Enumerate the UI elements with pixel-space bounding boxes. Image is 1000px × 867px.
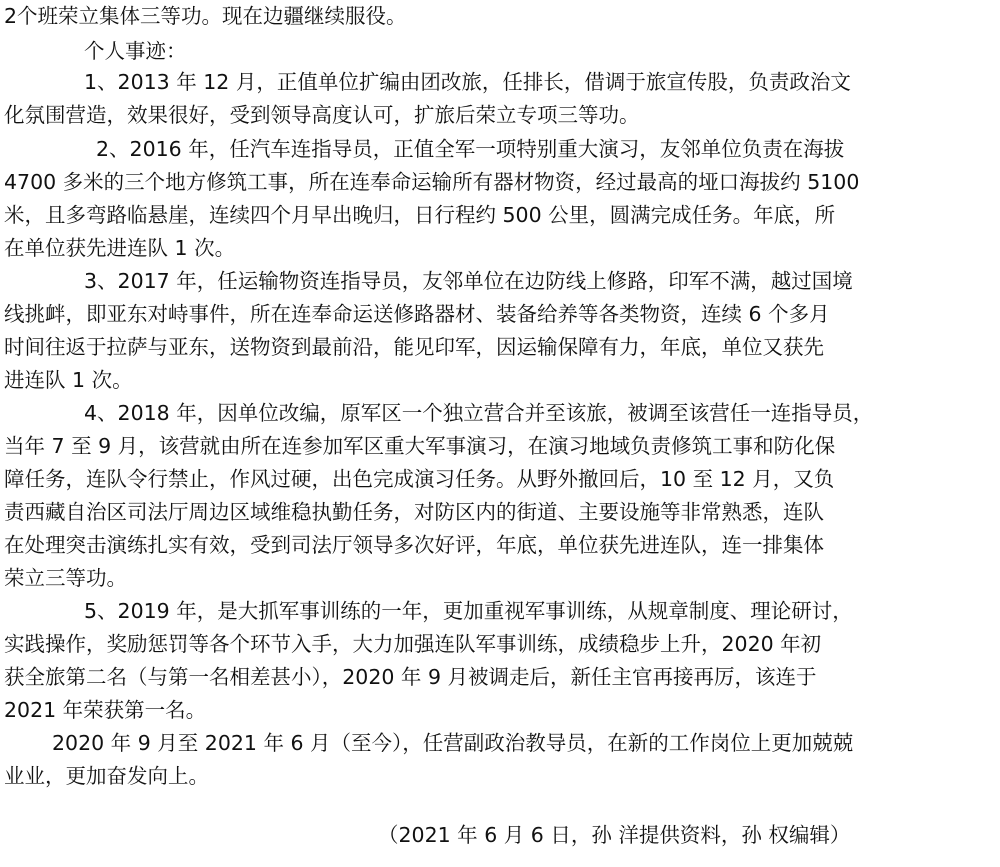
text-line-7: 米，且多弯路临悬崖，连续四个月早出晚归，日行程约 500 公里，圆满完成任务。年底，所 [4,203,836,227]
text-line-4: 化氛围营造，效果很好，受到领导高度认可，扩旅后荣立专项三等功。 [4,103,640,127]
text-line-19: 5、2019 年，是大抓军事训练的一年，更加重视军事训练，从规章制度、理论研讨， [84,599,853,623]
text-line-8: 在单位获先进连队 1 次。 [4,236,236,260]
text-line-3: 1、2013 年 12 月，正值单位扩编由团改旅，任排长，借调于旅宣传股，负责政治文 [84,70,851,94]
text-line-16: 责西藏自治区司法厅周边区域维稳执勤任务，对防区内的街道、主要设施等非常熟悉，连队 [4,500,824,524]
text-line-14: 当年 7 至 9 月，该营就由所在连参加军区重大军事演习，在演习地域负责修筑工事和防化保 [4,434,836,458]
text-line-13: 4、2018 年，因单位改编，原军区一个独立营合并至该旅，被调至该营任一连指导员， [84,401,874,425]
attribution-line: （2021 年 6 月 6 日，孙 洋提供资料，孙 权编辑） [378,823,851,847]
text-line-22: 2021 年荣获第一名。 [4,698,207,722]
text-line-6: 4700 多米的三个地方修筑工事，所在连奉命运输所有器材物资，经过最高的垭口海拔约 5100 [4,170,860,194]
text-line-12: 进连队 1 次。 [4,368,133,392]
text-line-18: 荣立三等功。 [4,566,127,590]
text-line-1: 2个班荣立集体三等功。现在边疆继续服役。 [4,4,407,28]
text-line-11: 时间往返于拉萨与亚东，送物资到最前沿，能见印军，因运输保障有力，年底，单位又获先 [4,335,824,359]
text-line-5: 2、2016 年，任汽车连指导员，正值全军一项特别重大演习，友邻单位负责在海拔 [96,137,845,161]
text-line-17: 在处理突击演练扎实有效，受到司法厅领导多次好评，年底，单位获先进连队，连一排集体 [4,533,824,557]
text-line-23: 2020 年 9 月至 2021 年 6 月（至今），任营副政治教导员，在新的工作岗位上更加兢兢 [52,731,854,755]
text-line-10: 线挑衅，即亚东对峙事件，所在连奉命运送修路器材、装备给养等各类物资，连续 6 个多月 [4,302,830,326]
text-line-9: 3、2017 年，任运输物资连指导员，友邻单位在边防线上修路，印军不满，越过国境 [84,269,853,293]
text-line-15: 障任务，连队令行禁止，作风过硬，出色完成演习任务。从野外撤回后，10 至 12 月，又负 [4,467,835,491]
text-line-20: 实践操作，奖励惩罚等各个环节入手，大力加强连队军事训练，成绩稳步上升，2020 年初 [4,632,822,656]
text-line-24: 业业，更加奋发向上。 [4,764,209,788]
text-line-21: 获全旅第二名（与第一名相差甚小），2020 年 9 月被调走后，新任主官再接再厉，该连于 [4,665,817,689]
section-heading-personal-deeds: 个人事迹： [84,39,187,63]
